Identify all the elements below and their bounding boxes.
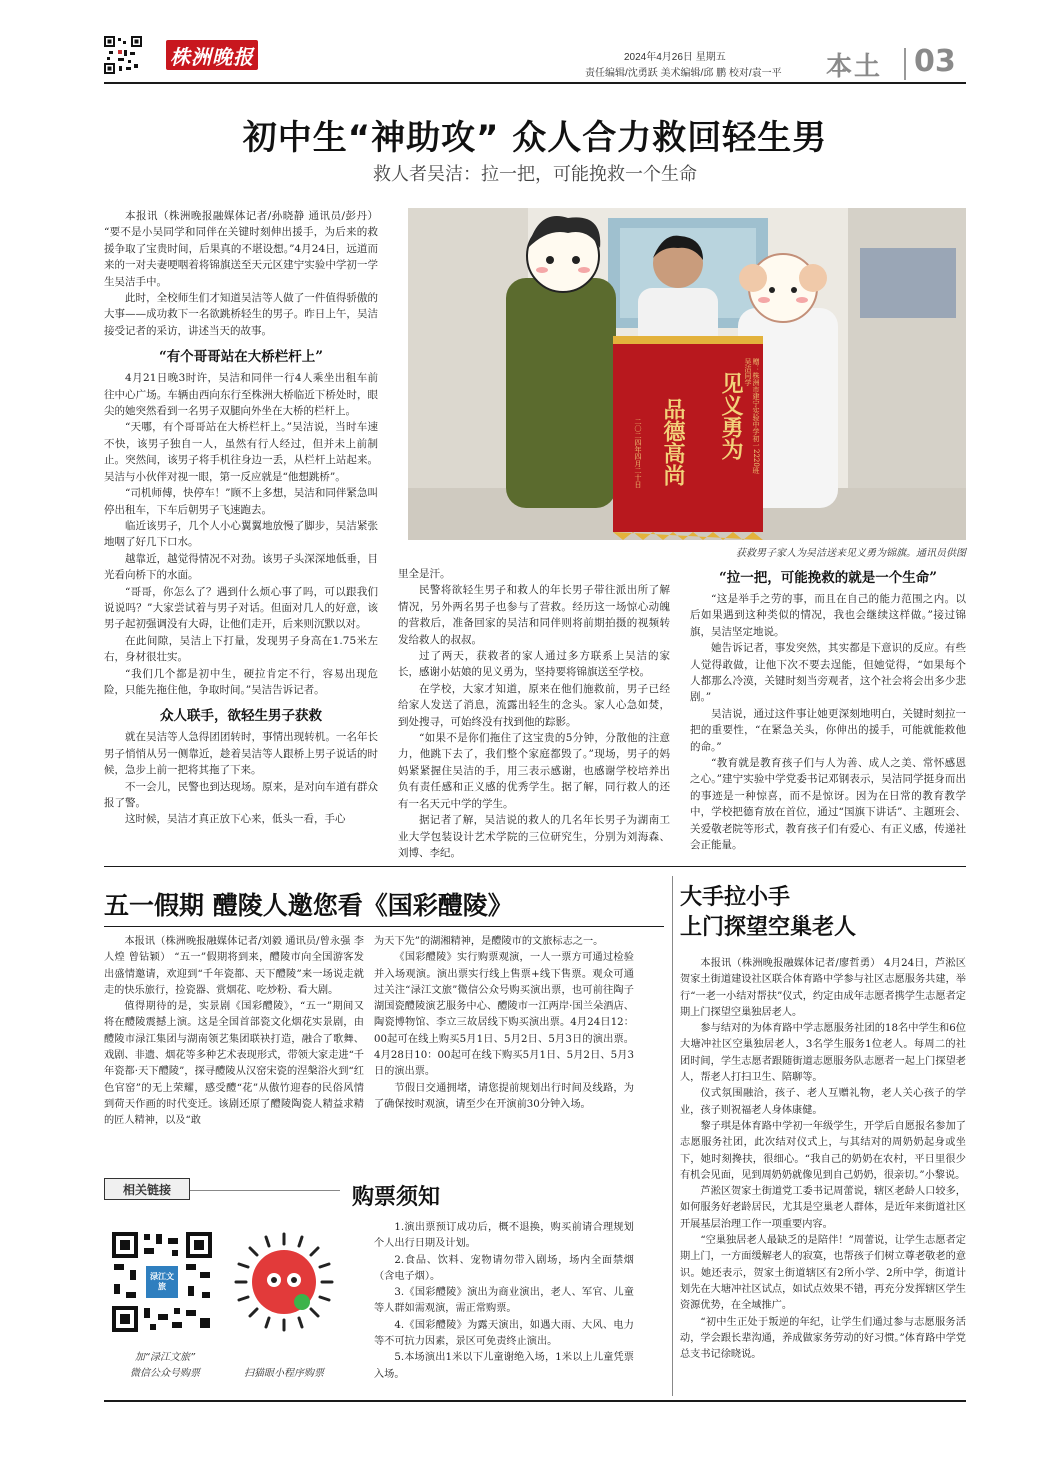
story1-para: 她告诉记者，事发突然，其实都是下意识的反应。有些人觉得敢做，让他下次不要去逞能，但她觉得，“如果每个人都那么冷漠，关键时刻当旁观者，这个社会将会出多少悲剧。” [690, 642, 966, 704]
story2-headline: 五一假期 醴陵人邀您看《国彩醴陵》 [104, 891, 513, 920]
notice-item: 2.食品、饮料、宠物请勿带入剧场，场内全面禁烟（含电子烟）。 [374, 1254, 634, 1282]
story2-column2 [374, 934, 634, 1166]
story1-para: 4月21日晚3时许，吴洁和同伴一行4人乘坐出租车前往中心广场。车辆由西向东行至株洲大桥临近下桥处时，眼尖的她突然看到一名男子双腿向外坐在大桥的栏杆上。 [104, 372, 378, 418]
notice-item: 5.本场演出1米以下儿童谢绝入场，1米以上儿童凭票入场。 [374, 1352, 634, 1380]
story1-subheading-1: “有个哥哥站在大桥栏杆上” [158, 349, 324, 366]
story1-para: 吴洁说，通过这件事让她更深刻地明白，关键时刻拉一把的重要性，“在紧急关头，你伸出的援手，可能就能救他的命。” [690, 707, 966, 753]
section-name: 本土 [826, 52, 883, 82]
page-number: 03 [914, 44, 956, 79]
story2-para: 为天下先”的湖湘精神，是醴陵市的文旅标志之一。 [374, 936, 604, 947]
story1-para: 就在吴洁等人急得团团转时，事情出现转机。一名年长男子悄悄从另一侧靠近，趁着吴洁等人跟桥上男子说话的时候，急步上前一把将其拖了下来。 [104, 731, 378, 777]
story3-para: 参与结对的为体育路中学志愿服务社团的18名中学生和6位大塘冲社区空巢独居老人，3名学生服务1位老人。每周二的社团时间，学生志愿者跟随街道志愿服务队志愿者一起上门探望老人，帮老人打扫卫生、陪聊等。 [680, 1023, 966, 1084]
story1-photo [408, 208, 966, 540]
editor-credits: 责任编辑/沈勇跃 美术编辑/邱 鹏 校对/袁一平 [585, 68, 782, 79]
story3-para: “初中生正处于叛逆的年纪，让学生们通过参与志愿服务活动，学会跟长辈沟通，养成做家务劳动的好习惯。”体育路中学党总支书记徐晓说。 [680, 1316, 966, 1361]
story1-para: “这是举手之劳的事，而且在自己的能力范围之内。以后如果遇到这种类似的情况，我也会继续这样做。”接过锦旗，吴洁坚定地说。 [690, 593, 966, 638]
story1-para: 本报讯（株洲晚报融媒体记者/孙晓静 通讯员/彭丹） “要不是小吴同学和同伴在关键时刻伸出援手，为后来的救援争取了宝贵时间，后果真的不堪设想。”4月24日，远道而来的一对夫妻哽咽着将锦旗送至天元区建宁实验中学初一学生吴洁手中。 [104, 210, 378, 288]
notice-list [374, 1220, 634, 1386]
related-link-rule [190, 1190, 340, 1191]
maoyan-miniprogram-code [232, 1230, 336, 1334]
story2-para: 《国彩醴陵》实行购票观演，一人一票方可通过检验并入场观演。演出票实行线上售票+线下售票。观众可通过关注“渌江文旅”微信公众号购买演出票，也可前往陶子湖国瓷醴陵演艺服务中心、醴陵市一江两岸·国兰朵酒店、陶瓷博物馆、李立三故居线下购买演出票。4月24日12：00起可在线上购买5月1日、5月2日、5月3日的演出票。4月28日10：00起可在线下购买5月1日、5月2日、5月3日的演出票。 [374, 952, 634, 1078]
story1-para: 越靠近，越觉得情况不对劲。该男子头深深地低垂，目光看向桥下的水面。 [104, 552, 378, 582]
section-divider [904, 48, 906, 80]
qr2-caption: 扫猫眼小程序购票 [244, 1368, 324, 1379]
story2-para: 值得期待的是，实景剧《国彩醴陵》，“五一”期间又将在醴陵震撼上演。这是全国首部瓷文化烟花实景剧，由醴陵市渌江集团与湖南领艺集团联袂打造，融合了歌舞、戏剧、非遗、烟花等多种艺术表现形式，带领大家走进“千年瓷都·天下醴陵”，探寻醴陵从汉窑宋瓷的涅槃浴火到“红色官窑”的无上荣耀，感受醴“花”从傲竹迎春的民俗风情到荷天作画的时代变迁。该剧还原了醴陵陶瓷人精益求精的匠人精神，以及“敢 [104, 1001, 364, 1127]
story1-photo-caption: 获救男子家人为吴洁送来见义勇为锦旗。通讯员供图 [736, 548, 966, 559]
section-rule [104, 866, 966, 867]
newspaper-logo [166, 40, 258, 70]
story3-para: 黎子琪是体育路中学初一年级学生，开学后自愿报名参加了志愿服务社团，此次结对仪式上，与其结对的周奶奶起身或坐下，她时刻搀扶，很细心。“我自己的奶奶在农村，平日里很少有机会见面，见到周奶奶就像见到自己奶奶，很亲切。”小黎说。 [680, 1120, 966, 1181]
column-separator [672, 876, 673, 1396]
story3-para: 芦淞区贺家土街道党工委书记周蕾说，辖区老龄人口较多，如何服务好老龄居民，尤其是空巢老人群体，是近年来街道社区开展基层治理工作一项重要内容。 [680, 1186, 966, 1230]
story3-headline-line1: 大手拉小手 [680, 884, 791, 910]
story1-para: “如果不是你们拖住了这宝贵的5分钟，分散他的注意力，他跳下去了，我们整个家庭都毁了。”现场，男子的妈妈紧紧握住吴洁的手，用三表示感谢，也感谢学校培养出负有责任感和正义感的优秀学生。据了解，同行救人的还有一名天元中学的学生。 [398, 732, 670, 810]
masthead-qr-code [104, 36, 142, 74]
story2-column1 [104, 934, 364, 1166]
story1-para: 民警将欲轻生男子和救人的年长男子带往派出所了解情况，另外两名男子也参与了营救。经历这一场惊心动魄的营救后，准备回家的吴洁和同伴则将前期拍摄的视频转发给救人的叔叔。 [398, 584, 670, 646]
banner-dedication: 赠：株洲市建宁实验中学初一2220班 吴洁同学 [744, 358, 760, 474]
story1-subheading-3: “拉一把，可能挽救的就是一个生命” [718, 570, 938, 586]
story1-para: “哥哥，你怎么了？遇到什么烦心事了吗，可以跟我们说说吗？”大家尝试着与男子对话。但面对几人的好意，该男子起初强调没有大碍，让他们走开，后来则沉默以对。 [104, 585, 378, 631]
lujiang-qr-center-label: 渌江文旅 [150, 1272, 174, 1291]
story1-para: “我们几个都是初中生，硬拉肯定不行，容易出现危险，只能先拖住他，争取时间。”吴洁告诉记者。 [104, 667, 378, 696]
footer-rule [104, 1400, 966, 1402]
story1-column1 [104, 208, 378, 858]
story1-para: 过了两天，获救者的家人通过多方联系上吴洁的家长，感谢小姑娘的见义勇为，坚持要将锦旗送至学校。 [398, 650, 670, 679]
related-link-tag [104, 1178, 190, 1200]
notice-item: 4.《国彩醴陵》为露天演出，如遇大雨、大风、电力等不可抗力因素，景区可免责终止演出。 [374, 1319, 634, 1348]
story1-para: “天哪，有个哥哥站在大桥栏杆上。”吴洁说，当时车速不快，该男子独自一人，虽然有行人经过，但并未上前制止。突然间，该男子将手机往身边一丢，从栏杆上站起来。吴洁与小伙伴对视一眼，第一反应就是“他想跳桥”。 [104, 421, 378, 483]
story1-para: 据记者了解，吴洁说的救人的几名年长男子为湖南工业大学包装设计艺术学院的三位研究生，分别为刘海森、刘博、李纪。 [398, 814, 670, 859]
story1-para: 不一会儿，民警也到达现场。原来，是对向车道有群众报了警。 [104, 780, 378, 809]
story1-deck: 救人者吴洁：拉一把，可能挽救一个生命 [373, 164, 697, 185]
related-link-label: 相关链接 [122, 1182, 171, 1197]
story1-para: 在此间隙，吴洁上下打量，发现男子身高在1.75米左右，身材很壮实。 [104, 634, 378, 664]
masthead-rule [104, 82, 966, 84]
photo-illustration [408, 208, 966, 540]
newspaper-logo-text: 株洲晚报 [170, 44, 254, 69]
story2-headline-rule [104, 926, 664, 927]
notice-title: 购票须知 [352, 1184, 441, 1210]
story2-para: 节假日交通拥堵，请您提前规划出行时间及线路，为了确保按时观演，请至少在开演前30分钟入场。 [374, 1082, 634, 1110]
story3-para: 本报讯（株洲晚报融媒体记者/廖哲勇） 4月24日，芦淞区贺家土街道建设社区联合体育路中学参与社区志愿服务共建，举行“一老一小结对帮扶”仪式，约定由成年志愿者携学生志愿者定期上门探望空巢独居老人。 [680, 958, 966, 1018]
banner-text-sub: 品德高尚 [660, 398, 686, 486]
story1-para: 里全是汗。 [398, 568, 451, 580]
banner-text-main: 见义勇为 [718, 372, 744, 460]
story1-para: 此时，全校师生们才知道吴洁等人做了一件值得骄傲的大事——成功救下一名欲跳桥轻生的男子。昨日上午，吴洁接受记者的采访，讲述当天的故事。 [104, 292, 378, 337]
story1-para: 临近该男子，几个人小心翼翼地放慢了脚步，吴洁紧张地咽了好几下口水。 [104, 519, 378, 549]
story3-body [680, 956, 966, 1388]
story1-para: “教育就是教育孩子们与人为善、成人之美、常怀感恩之心。”建宁实验中学党委书记邓钢表示，吴洁同学挺身而出的事迹是一种惊喜，而不是惊讶。因为在日常的教育教学中，学校把德育放在首位，通过“国旗下讲话”、主题班会、关爱敬老院等形式，教育孩子们有爱心、有正义感，传递社会正能量。 [690, 757, 966, 852]
notice-item: 3.《国彩醴陵》演出为商业演出，老人、军官、儿童等人群如需观演，需正常购票。 [374, 1287, 634, 1315]
story2-para: 本报讯（株洲晚报融媒体记者/刘毅 通讯员/曾永强 李人煌 曾钻颖） “五一”假期将到来，醴陵市向全国游客发出盛情邀请，欢迎到“千年瓷都、天下醴陵”来一场说走就走的快乐旅行，捡瓷器、赏烟花、吃炒粉、看大剧。 [104, 936, 364, 996]
story3-para: “空巢独居老人最缺乏的是陪伴！”周蕾说，让学生志愿者定期上门，一方面缓解老人的寂寞，也帮孩子们树立尊老敬老的意识。她还表示，贺家土街道辖区有2所小学、2所中学，街道计划先在大塘冲社区试点，如试点效果不错，再充分发挥辖区学生资源优势，在全域推广。 [680, 1235, 966, 1312]
story3-headline-line2: 上门探望空巢老人 [680, 914, 857, 940]
story1-para: 在学校，大家才知道，原来在他们施救前，男子已经给家人发送了消息，流露出轻生的念头。家人心急如焚，到处搜寻，可始终没有找到他的踪影。 [398, 682, 670, 728]
story1-column3 [690, 566, 966, 858]
story1-para: 这时候，吴洁才真正放下心来，低头一看，手心 [125, 813, 346, 826]
lujiang-qr-code [110, 1230, 214, 1334]
story1-para: “司机师傅，快停车！”顾不上多想，吴洁和同伴紧急叫停出租车，下车后朝男子飞速跑去。 [104, 487, 378, 516]
issue-date: 2024年4月26日 星期五 [624, 52, 726, 63]
story1-subheading-2: 众人联手，欲轻生男子获救 [160, 708, 322, 725]
story1-headline: 初中生“神助攻” 众人合力救回轻生男 [242, 118, 828, 158]
qr1-caption-line2: 微信公众号购票 [130, 1368, 200, 1379]
story1-column2 [398, 566, 670, 858]
banner-date: 二〇二四年四月二十日 [634, 418, 642, 488]
notice-item: 1.演出票预订成功后，概不退换，购买前请合理规划个人出行日期及计划。 [374, 1222, 634, 1250]
qr1-caption-line1: 加“渌江文旅” [134, 1352, 196, 1363]
story3-para: 仪式氛围融洽，孩子、老人互赠礼物，老人关心孩子的学业，孩子则祝福老人身体康健。 [680, 1088, 966, 1116]
